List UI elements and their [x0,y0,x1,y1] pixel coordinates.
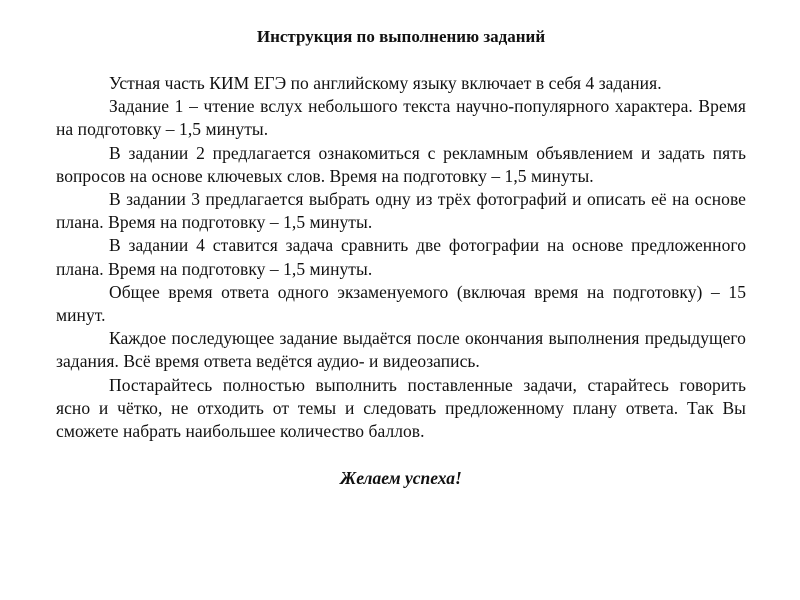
closing-wish: Желаем успеха! [340,468,462,489]
paragraph-task-1: Задание 1 – чтение вслух небольшого текста научно-популярного характера. Время на подготовку – 1,5 минуты. [56,96,746,140]
paragraph-task-4: В задании 4 ставится задача сравнить две фотографии на основе предложенного плана. Время на подготовку – 1,5 минуты. [56,235,746,279]
paragraph-task-2: В задании 2 предлагается ознакомиться с рекламным объявлением и задать пять вопросов на основе ключевых слов. Время на подготовку – 1,5 минуты. [56,142,746,186]
paragraph-advice: Постарайтесь полностью выполнить поставленные задачи, старайтесь говорить ясно и чётко, не отходить от темы и следовать предложенному плану ответа. Так Вы сможете набрать наибольшее количество баллов. [56,374,746,442]
paragraph-parts-count: Устная часть КИМ ЕГЭ по английскому языку включает в себя 4 задания. [109,73,662,93]
paragraph-task-3: В задании 3 предлагается выбрать одну из трёх фотографий и описать её на основе плана. Время на подготовку – 1,5 минуты. [56,189,746,233]
page-title: Инструкция по выполнению заданий [256,27,546,46]
paragraph-total-time: Общее время ответа одного экзаменуемого (включая время на подготовку) – 15 минут. [56,281,746,326]
paragraph-sequence: Каждое последующее задание выдаётся после окончания выполнения предыдущего задания. Всё время ответа ведётся аудио- и видеозапись. [56,328,746,372]
